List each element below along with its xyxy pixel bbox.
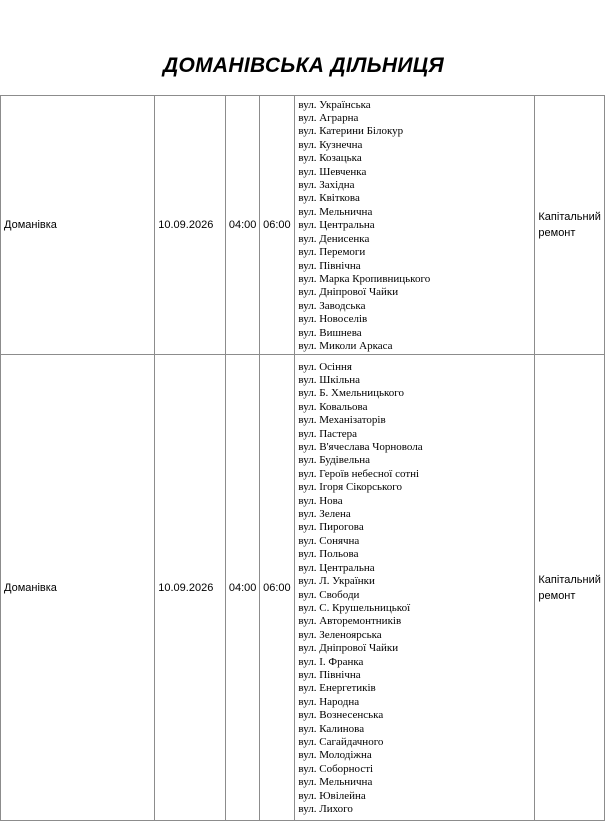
time-start-cell: 04:00 <box>225 355 259 821</box>
table-row <box>1 96 605 355</box>
street-item: вул. Миколи Аркаса <box>298 339 393 352</box>
street-item: вул. Зелена <box>298 508 351 521</box>
street-item: вул. Б. Хмельницького <box>298 387 405 400</box>
street-item: вул. Ювілейна <box>298 789 366 802</box>
street-list <box>298 97 531 354</box>
street-item: вул. Катерини Білокур <box>298 125 404 138</box>
street-item: вул. Вишнева <box>298 326 362 339</box>
streets-cell <box>295 355 535 821</box>
street-item: вул. Сагайдачного <box>298 735 384 748</box>
outage-schedule-table <box>0 95 605 821</box>
street-item: вул. Механізаторів <box>298 414 386 427</box>
street-item: вул. Центральна <box>298 219 375 232</box>
street-item: вул. Лихого <box>298 803 353 815</box>
street-item: вул. Заводська <box>298 299 366 312</box>
street-item: вул. Пастера <box>298 427 358 440</box>
street-item: вул. Героїв небесної сотні <box>298 467 420 480</box>
street-item: вул. Марка Кропивницького <box>298 272 431 285</box>
street-item: вул. Дніпрової Чайки <box>298 642 399 655</box>
street-item: вул. Квіткова <box>298 192 360 205</box>
street-item: вул. Північна <box>298 668 361 681</box>
date-cell: 10.09.2026 <box>155 355 226 821</box>
street-item: вул. Сонячна <box>298 534 360 547</box>
street-item: вул. І. Франка <box>298 655 364 668</box>
street-item: вул. Соборності <box>298 762 374 775</box>
street-item: вул. Молодіжна <box>298 749 372 762</box>
street-item: вул. С. Крушельницької <box>298 601 411 614</box>
street-item: вул. Північна <box>298 259 361 272</box>
street-item: вул. Ковальова <box>298 400 368 413</box>
street-item: вул. Перемоги <box>298 246 366 259</box>
street-item: вул. Ігоря Сікорського <box>298 481 403 494</box>
street-item: вул. Кузнечна <box>298 138 363 151</box>
street-item: вул. Козацька <box>298 152 362 165</box>
street-item: вул. Українська <box>298 98 371 111</box>
work-type-cell: Капітальний ремонт <box>535 96 605 355</box>
work-type-cell: Капітальний ремонт <box>535 355 605 821</box>
street-item: вул. В'ячеслава Чорновола <box>298 441 423 454</box>
settlement-cell: Доманівка <box>1 355 155 821</box>
street-item: вул. Калинова <box>298 722 365 735</box>
street-item: вул. Західна <box>298 179 355 192</box>
street-item: вул. Центральна <box>298 561 375 574</box>
street-item: вул. Новоселів <box>298 313 368 326</box>
street-item: вул. Денисенка <box>298 232 370 245</box>
street-item: вул. Дніпрової Чайки <box>298 286 399 299</box>
time-end-cell: 06:00 <box>260 96 295 355</box>
street-item: вул. Свободи <box>298 588 360 601</box>
date-cell: 10.09.2026 <box>155 96 226 355</box>
street-item: вул. Авторемонтників <box>298 615 402 628</box>
streets-cell <box>295 96 535 355</box>
street-item: вул. Осіння <box>298 360 352 373</box>
street-item: вул. Польова <box>298 548 359 561</box>
street-list <box>298 359 531 817</box>
street-item: вул. Шевченка <box>298 165 367 178</box>
street-item: вул. Вознесенська <box>298 709 384 722</box>
street-item: вул. Народна <box>298 695 360 708</box>
street-item: вул. Л. Українки <box>298 575 375 588</box>
street-item: вул. Енергетиків <box>298 682 376 695</box>
street-item: вул. Пирогова <box>298 521 364 534</box>
street-item: вул. Мельнична <box>298 776 373 789</box>
time-start-cell: 04:00 <box>225 96 259 355</box>
settlement-cell: Доманівка <box>1 96 155 355</box>
street-item: вул. Шкільна <box>298 374 361 386</box>
street-item: вул. Будівельна <box>298 454 371 467</box>
table-row <box>1 355 605 821</box>
page-title: ДОМАНІВСЬКА ДІЛЬНИЦЯ <box>163 54 444 77</box>
street-item: вул. Зеленоярська <box>298 628 382 641</box>
street-item: вул. Мельнична <box>298 205 373 218</box>
street-item: вул. Нова <box>298 494 343 507</box>
street-item: вул. Аграрна <box>298 112 359 125</box>
time-end-cell: 06:00 <box>260 355 295 821</box>
